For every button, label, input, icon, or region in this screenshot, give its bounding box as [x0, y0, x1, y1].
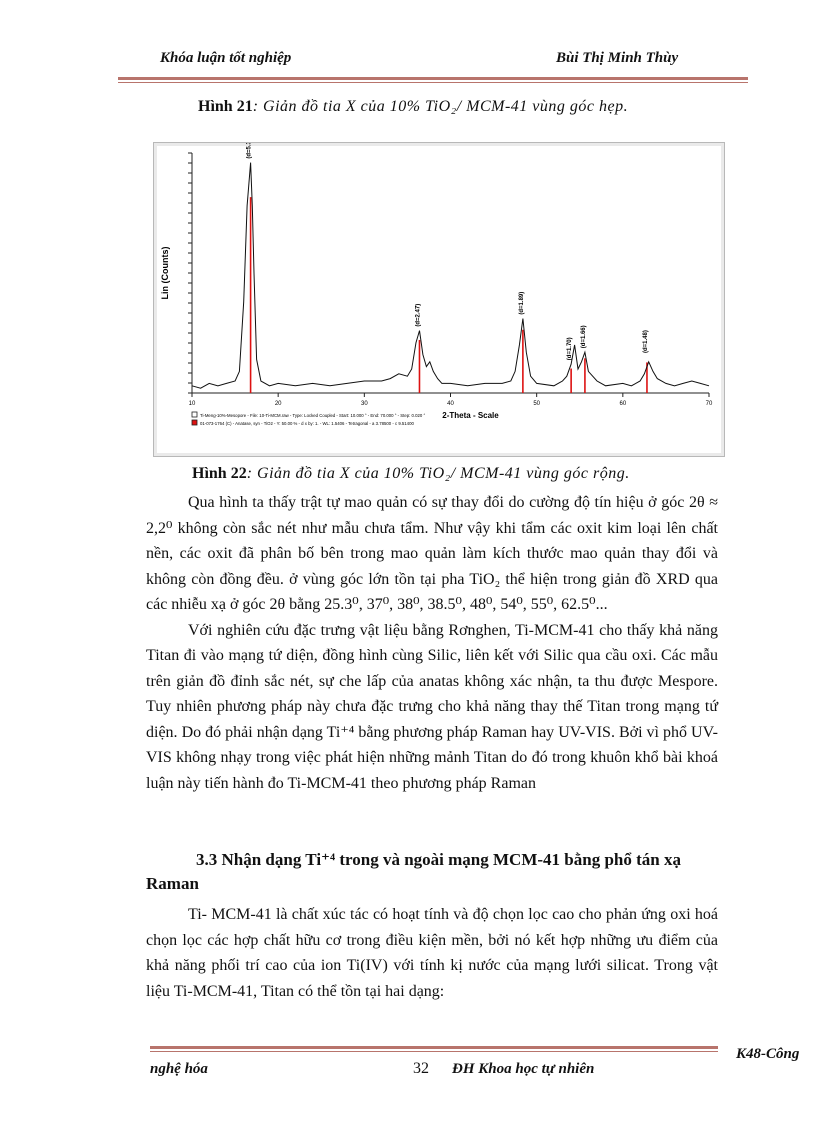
header-rule-thin [118, 82, 748, 83]
legend-entry: 01-073-1764 (C) - Anatase, syn - TiO2 - Y: 50.00 % - d x by: 1. - WL: 1.5406 - Tetragonal - a 3.78500 - c 9.51400 [200, 421, 414, 426]
page-number: 32 [413, 1060, 429, 1077]
xrd-chart [154, 143, 724, 456]
header-rule [118, 77, 748, 80]
footer-center: ĐH Khoa học tự nhiên [452, 1061, 595, 1077]
x-tick-label: 30 [360, 401, 368, 407]
x-axis-label: 2-Theta - Scale [442, 411, 499, 420]
footer-rule [150, 1046, 718, 1049]
figure22-label: Hình 22 [192, 465, 247, 482]
figure22-text: : Giản đồ tia X của 10% TiO₂/ MCM-41 vùng góc rộng. [246, 465, 630, 482]
footer-right-top: K48-Công [736, 1046, 800, 1062]
x-tick-label: 40 [447, 401, 454, 407]
legend-swatch [192, 420, 197, 425]
body-text-2 [146, 902, 718, 1004]
legend-entry: Ti-Meng-10%-Mesopore - File: 10-Ti-MCM.raw - Type: Locked Coupled - Start: 10.000 ° - End: 70.000 ° - Step: 0.020 ° [200, 413, 426, 418]
peak-label: (d=1.66) [580, 325, 587, 349]
x-tick-label: 60 [619, 401, 627, 407]
section-heading: 3.3 Nhận dạng Ti⁺⁴ trong và ngoài mạng MCM-41 bằng phổ tán xạ Raman [146, 850, 681, 893]
paragraph-3: Ti- MCM-41 là chất xúc tác có hoạt tính và độ chọn lọc cao cho phản ứng oxi hoá chọn lọc các hợp chất hữu cơ trong điều kiện mền, bởi nó kết hợp những ưu điểm của khả năng phối trí cao của ion Ti(IV) với tính kị nước của mạng lưới silicat. Trong vật liệu Ti-MCM-41, Titan có thể tồn tại hai dạng: [146, 906, 718, 1000]
x-tick-label: 20 [274, 401, 282, 407]
footer-rule-thin [150, 1051, 718, 1052]
xrd-chart-frame [153, 142, 725, 457]
footer-left: nghệ hóa [150, 1061, 208, 1077]
header-right: Bùi Thị Minh Thùy [556, 50, 679, 66]
legend-swatch [192, 412, 197, 417]
x-tick-label: 70 [705, 401, 713, 407]
figure21-text: : Giản đồ tia X của 10% TiO₂/ MCM-41 vùng góc hẹp. [252, 98, 629, 115]
body-text-1 [146, 490, 718, 796]
peak-label: (d=5.3) [246, 143, 253, 159]
figure21-label: Hình 21 [198, 98, 253, 115]
x-tick-label: 50 [533, 401, 541, 407]
y-axis-label: Lin (Counts) [160, 246, 170, 300]
header-left: Khóa luận tốt nghiệp [160, 50, 292, 66]
paragraph-1: Qua hình ta thấy trật tự mao quản có sự thay đổi do cường độ tín hiệu ở góc 2θ ≈ 2,2⁰ không còn sắc nét như mẫu chưa tẩm. Như vậy khi tẩm các oxit kim loại lên chất nền, các oxit đã phân bố bên trong mao quản làm kích thước mao quản thay đổi và không còn đồng đều. ở vùng góc lớn tồn tại pha TiO₂ thể hiện trong giản đồ XRD qua các nhiễu xạ ở góc 2θ bằng 25.3⁰, 37⁰, 38⁰, 38.5⁰, 48⁰, 54⁰, 55⁰, 62.5⁰... [146, 494, 718, 613]
paragraph-2: Với nghiên cứu đặc trưng vật liệu bằng Rơnghen, Ti-MCM-41 cho thấy khả năng Titan đi vào mạng tứ diện, đồng hình cùng Silic, liên kết với Silic qua cầu oxi. Các mẫu trên giản đồ đỉnh sắc nét, sự che lấp của anatas không xác nhận, ta thu được Mespore. Tuy nhiên phương pháp này chưa đặc trưng cho khả năng thay thế Titan trong mạng tứ diện. Do đó phải nhận dạng Ti⁺⁴ bằng phương pháp Raman hay UV-VIS. Bởi vì phổ UV-VIS không nhạy trong việc phát hiện những mảnh Titan do đó trong khuôn khổ bài khoá luận này tiến hành đo Ti-MCM-41 theo phương pháp Raman [146, 621, 718, 792]
peak-label: (d=2.47) [415, 303, 422, 327]
xrd-pattern-line [192, 163, 709, 389]
x-tick-label: 10 [188, 401, 196, 407]
peak-label: (d=1.89) [518, 291, 525, 315]
peak-label: (d=1.70) [567, 337, 574, 361]
peak-label: (d=1.48) [642, 330, 649, 353]
figure22-caption [192, 465, 630, 483]
figure21-caption [198, 98, 628, 116]
